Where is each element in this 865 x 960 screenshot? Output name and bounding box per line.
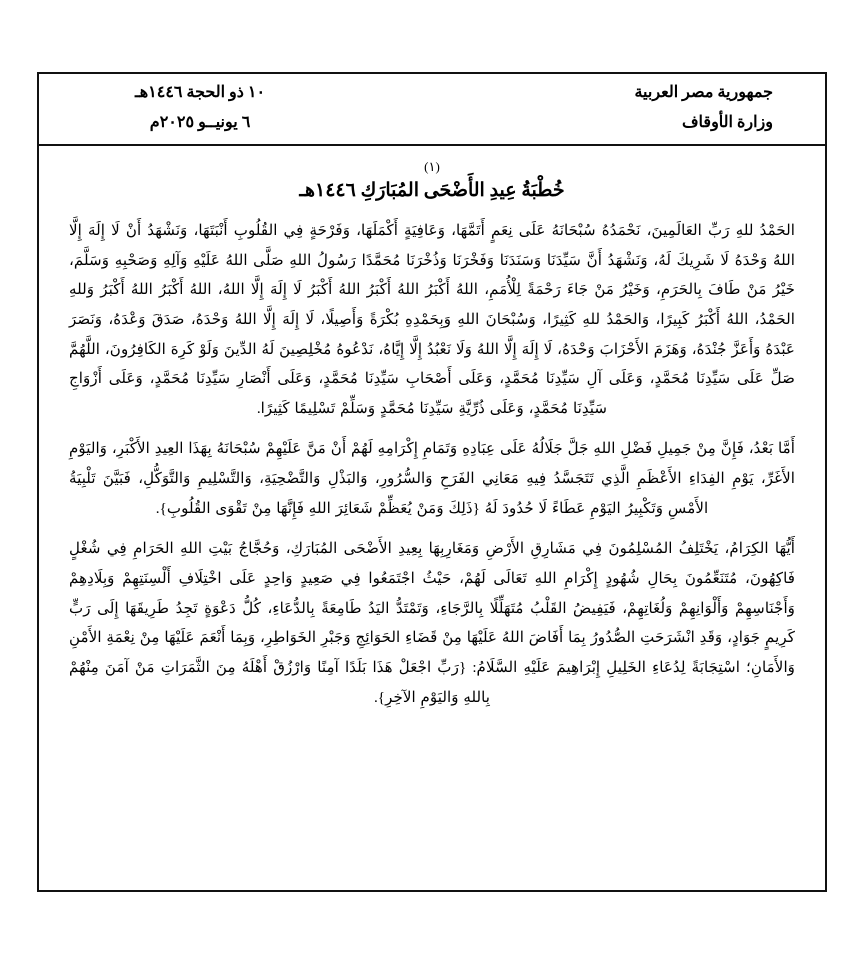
- paragraph-khutbah-opening: الحَمْدُ للهِ رَبِّ العَالَمِينَ، نَحْمَدُهُ سُبْحَانَهُ عَلَى نِعَمٍ أَتَمَّهَا، وَعَافِيَةٍ أَكْمَلَهَا، وَفَرْحَةٍ فِي القُلُوبِ أَنْبَتَهَا، وَنَشْهَدُ أَنْ لَا إِلَهَ إِلَّا اللهُ وَحْدَهُ لَا شَرِيكَ لَهُ، وَنَشْهَدُ أَنَّ سَيِّدَنَا وَسَنَدَنَا وَفَخْرَنَا وَذُخْرَنَا مُحَمَّدًا رَسُولُ اللهِ صَلَّى اللهُ عَلَيْهِ وَآلِهِ وَصَحْبِهِ وَسَلَّمَ، خَيْرُ مَنْ طَافَ بِالحَرَمِ، وَخَيْرُ مَنْ جَاءَ رَحْمَةً لِلْأُمَمِ، اللهُ أَكْبَرُ اللهُ أَكْبَرُ اللهُ أَكْبَرُ لَا إِلَهَ إِلَّا اللهُ، اللهُ أَكْبَرُ اللهُ أَكْبَرُ وَللهِ الحَمْدُ، اللهُ أَكْبَرُ كَبِيرًا، وَالحَمْدُ للهِ كَثِيرًا، وَسُبْحَانَ اللهِ وَبِحَمْدِهِ بُكْرَةً وَأَصِيلًا، لَا إِلَهَ إِلَّا اللهُ وَحْدَهُ، صَدَقَ وَعْدَهُ، وَنَصَرَ عَبْدَهُ وَأَعَزَّ جُنْدَهُ، وَهَزَمَ الأَحْزَابَ وَحْدَهُ، لَا إِلَهَ إِلَّا اللهُ وَلَا نَعْبُدُ إِلَّا إِيَّاهُ، نَدْعُوهُ مُخْلِصِينَ لَهُ الدِّينَ وَلَوْ كَرِهَ الكَافِرُونَ، اللَّهُمَّ صَلِّ عَلَى سَيِّدِنَا مُحَمَّدٍ، وَعَلَى آلِ سَيِّدِنَا مُحَمَّدٍ، وَعَلَى أَصْحَابِ سَيِّدِنَا مُحَمَّدٍ، وَعَلَى أَنْصَارِ سَيِّدِنَا مُحَمَّدٍ، وَعَلَى أَزْوَاجِ سَيِّدِنَا مُحَمَّدٍ، وَعَلَى ذُرِّيَّةِ سَيِّدِنَا مُحَمَّدٍ وَسَلِّمْ تَسْلِيمًا كَثِيرًا.: [69, 222, 795, 417]
- header-ministry-line: وزارة الأوقاف: [681, 113, 773, 131]
- header-date-block: [65, 82, 265, 133]
- document-frame: [37, 72, 827, 892]
- header-authority-block: [634, 82, 799, 133]
- paragraph-amma-baad: أَمَّا بَعْدُ، فَإِنَّ مِنْ جَمِيلِ فَضْلِ اللهِ جَلَّ جَلَالُهُ عَلَى عِبَادِهِ وَتَمَامِ إِكْرَامِهِ لَهُمْ أَنْ مَنَّ عَلَيْهِمْ سُبْحَانَهُ بِهَذَا العِيدِ الأَكْبَرِ، وَاليَوْمِ الأَغَرِّ، يَوْمِ الفِدَاءِ الأَعْظَمِ الَّذِي تَتَجَسَّدُ فِيهِ مَعَانِي الفَرَحِ وَالسُّرُورِ، وَالبَذْلِ وَالتَّضْحِيَةِ، وَالتَّسْلِيمِ وَالتَّوَكُّلِ، فَبَيَّنَ تَلْبِيَةُ الأَمْسِ وَتَكْبِيرُ اليَوْمِ عَطَاءً لَا حُدُودَ لَهُ {ذَلِكَ وَمَنْ يُعَظِّمْ شَعَائِرَ اللهِ فَإِنَّهَا مِنْ تَقْوَى القُلُوبِ}.: [69, 440, 795, 517]
- page-title: خُطْبَةُ عِيدِ الأَضْحَى المُبَارَكِ ١٤٤٦هـ: [299, 180, 565, 201]
- document-header: [39, 74, 825, 146]
- page-number: (١): [424, 159, 440, 174]
- document-body: [39, 146, 825, 730]
- header-gregorian-date: ٦ يونيــو ٢٠٢٥م: [149, 113, 251, 131]
- header-hijri-date: ١٠ ذو الحجة ١٤٤٦هـ: [135, 84, 266, 101]
- paragraph-ayyuha-alkiram: أَيُّهَا الكِرَامُ، يَخْتَلِفُ المُسْلِمُونَ فِي مَشَارِقِ الأَرْضِ وَمَغَارِبِهَا بِعِيدِ الأَضْحَى المُبَارَكِ، وَحُجَّاجُ بَيْتِ اللهِ الحَرَامِ فِي شُغْلٍ فَاكِهُونَ، مُتَنَعِّمُونَ بِحَالِ شُهُودٍ إِكْرَامِ اللهِ تَعَالَى لَهُمْ، حَيْثُ اجْتَمَعُوا فِي صَعِيدٍ وَاحِدٍ عَلَى اخْتِلَافِ أَلْسِنَتِهِمْ وَبِلَادِهِمْ وَأَجْنَاسِهِمْ وَأَلْوَانِهِمْ وَلُغَاتِهِمْ، فَيَفِيضُ القَلْبُ مُتَهَلِّلًا بِالرَّجَاءِ، وَتَمْتَدُّ اليَدُ طَامِعَةً بِالدُّعَاءِ، كُلُّ دَعْوَةٍ تَجِدُ طَرِيقَهَا إِلَى رَبٍّ كَرِيمٍ جَوَادٍ، وَقَدِ انْشَرَحَتِ الصُّدُورُ بِمَا أَفَاضَ اللهُ عَلَيْهَا مِنْ قَضَاءِ الحَوَائِجِ وَجَبْرِ الخَوَاطِرِ، وَبِمَا أَنْعَمَ عَلَيْهَا مِنْ نِعْمَةِ الأَمْنِ وَالأَمَانِ؛ اسْتِجَابَةً لِدُعَاءِ الخَلِيلِ إِبْرَاهِيمَ عَلَيْهِ السَّلَامُ: {رَبِّ اجْعَلْ هَذَا بَلَدًا آمِنًا وَارْزُقْ أَهْلَهُ مِنَ الثَّمَرَاتِ مَنْ آمَنَ مِنْهُمْ بِاللهِ وَاليَوْمِ الآخِرِ}.: [69, 540, 795, 706]
- header-country-line: جمهورية مصر العربية: [634, 84, 773, 101]
